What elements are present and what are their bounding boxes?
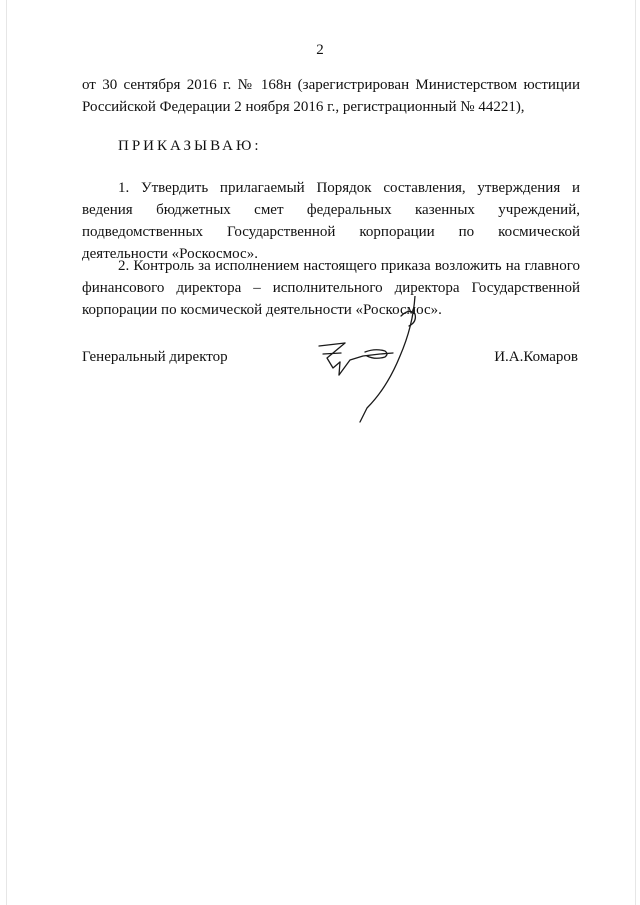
item-2-line-2: финансового директора – исполнительного директора Государственной	[82, 280, 580, 296]
item-1-line-4: деятельности «Роскосмос».	[82, 246, 258, 262]
page-edge-left	[6, 0, 7, 905]
order-item-1	[82, 177, 580, 265]
page-edge-right	[635, 0, 636, 905]
item-1-line-2: ведения бюджетных смет федеральных казенных учреждений,	[82, 202, 580, 218]
item-2-line-1: 2. Контроль за исполнением настоящего приказа возложить на главного	[118, 258, 580, 274]
item-1-line-3: подведомственных Государственной корпорации по космической	[82, 224, 580, 240]
signatory-title: Генеральный директор	[82, 349, 228, 365]
item-2-line-3: корпорации по космической деятельности «Роскосмос».	[82, 302, 442, 318]
order-heading: ПРИКАЗЫВАЮ:	[118, 138, 262, 154]
intro-line-2: Российской Федерации 2 ноября 2016 г., регистрационный № 44221),	[82, 99, 525, 115]
signatory-name: И.А.Комаров	[494, 349, 578, 365]
handwritten-signature	[305, 296, 455, 431]
intro-line-1: от 30 сентября 2016 г. № 168н (зарегистрирован Министерством юстиции	[82, 77, 580, 93]
intro-paragraph	[82, 74, 580, 118]
item-1-line-1: 1. Утвердить прилагаемый Порядок составления, утверждения и	[118, 180, 580, 196]
page-number: 2	[316, 42, 324, 58]
